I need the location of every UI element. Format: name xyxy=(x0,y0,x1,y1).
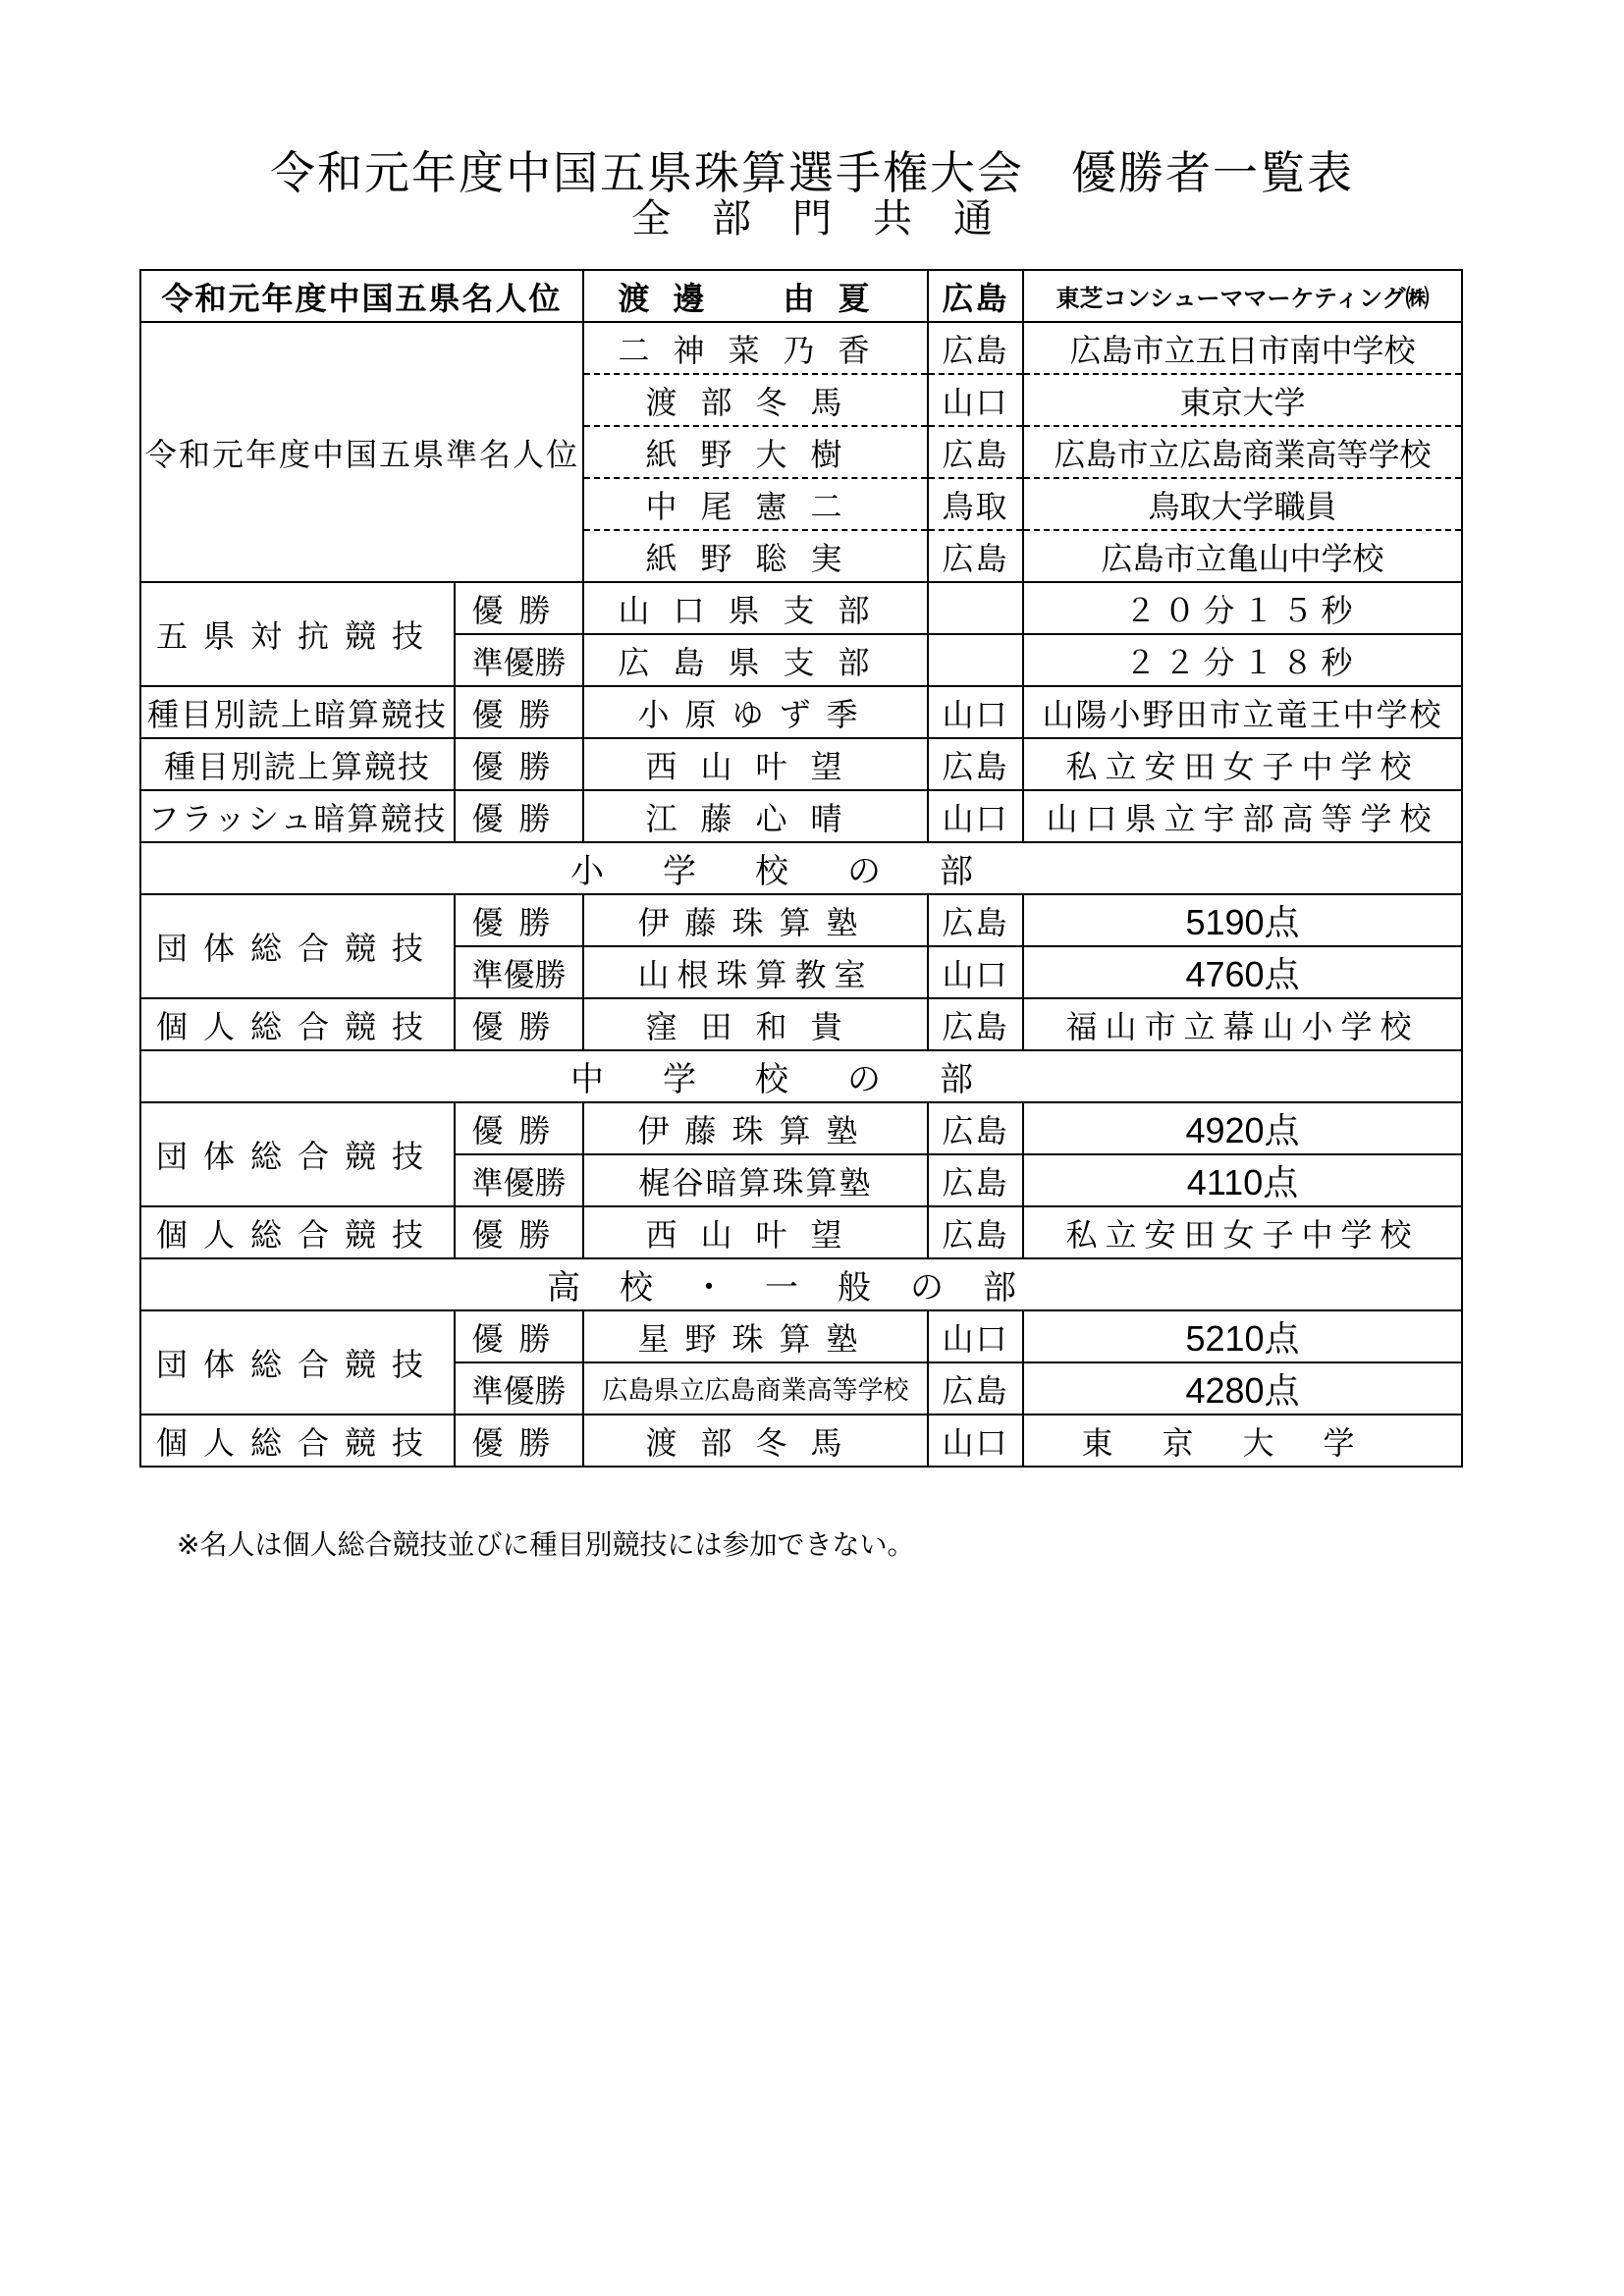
rank-cell: 優勝 xyxy=(455,1415,583,1467)
table-row xyxy=(140,686,1462,738)
event-affiliation: 山口県立宇部高等学校 xyxy=(1023,790,1462,842)
meijin-pref: 広島 xyxy=(928,270,1023,322)
goken-team: 山口県支部 xyxy=(583,582,928,634)
table-row xyxy=(140,1258,1462,1310)
event-label: フラッシュ暗算競技 xyxy=(140,790,455,842)
team-pref: 広島 xyxy=(928,894,1023,946)
individual-affiliation: 私立安田女子中学校 xyxy=(1023,1206,1462,1258)
event-label: 種目別読上算競技 xyxy=(140,738,455,790)
jun-meijin-pref: 鳥取 xyxy=(928,478,1023,530)
jun-meijin-pref: 広島 xyxy=(928,426,1023,478)
event-name: 江藤心晴 xyxy=(583,790,928,842)
event-pref: 山口 xyxy=(928,790,1023,842)
team-score: 5190点 xyxy=(1023,894,1462,946)
team-pref: 山口 xyxy=(928,1310,1023,1362)
jun-meijin-name: 中尾憲二 xyxy=(583,478,928,530)
table-row xyxy=(140,1310,1462,1362)
team-score: 4280点 xyxy=(1023,1362,1462,1415)
event-pref: 広島 xyxy=(928,738,1023,790)
rank-cell: 優勝 xyxy=(455,998,583,1050)
team-pref: 広島 xyxy=(928,1102,1023,1154)
meijin-affiliation: 東芝コンシューママーケティング㈱ xyxy=(1023,270,1462,322)
individual-name: 西山叶望 xyxy=(583,1206,928,1258)
individual-affiliation: 福山市立幕山小学校 xyxy=(1023,998,1462,1050)
team-score: 4920点 xyxy=(1023,1102,1462,1154)
jun-meijin-label: 令和元年度中国五県準名人位 xyxy=(140,322,583,582)
individual-label: 個人総合競技 xyxy=(140,998,455,1050)
goken-team: 広島県支部 xyxy=(583,634,928,686)
section-heading: 高校・一般の部 xyxy=(140,1258,1462,1310)
rank-cell: 優勝 xyxy=(455,1310,583,1362)
goken-label: 五県対抗競技 xyxy=(140,582,455,686)
footnote: ※名人は個人総合競技並びに種目別競技には参加できない。 xyxy=(177,1528,915,1561)
individual-label: 個人総合競技 xyxy=(140,1415,455,1467)
table-row xyxy=(140,1102,1462,1154)
table-row xyxy=(140,842,1462,894)
table-row xyxy=(140,582,1462,634)
team-name: 広島県立広島商業高等学校 xyxy=(583,1362,928,1415)
jun-meijin-name: 二神菜乃香 xyxy=(583,322,928,374)
team-name: 梶谷暗算珠算塾 xyxy=(583,1154,928,1206)
table-row xyxy=(140,738,1462,790)
rank-cell: 優勝 xyxy=(455,894,583,946)
results-table xyxy=(139,269,1463,1468)
jun-meijin-pref: 山口 xyxy=(928,374,1023,426)
team-pref: 山口 xyxy=(928,946,1023,998)
team-pref: 広島 xyxy=(928,1362,1023,1415)
team-name: 伊藤珠算塾 xyxy=(583,1102,928,1154)
table-row xyxy=(140,1050,1462,1102)
meijin-label: 令和元年度中国五県名人位 xyxy=(140,270,583,322)
table-row xyxy=(140,790,1462,842)
jun-meijin-affiliation: 広島市立亀山中学校 xyxy=(1023,530,1462,582)
meijin-name: 渡邊 由夏 xyxy=(583,270,928,322)
jun-meijin-affiliation: 広島市立広島商業高等学校 xyxy=(1023,426,1462,478)
team-name: 伊藤珠算塾 xyxy=(583,894,928,946)
rank-cell: 優勝 xyxy=(455,738,583,790)
individual-name: 窪田和貴 xyxy=(583,998,928,1050)
section-heading: 小学校の部 xyxy=(140,842,1462,894)
individual-pref: 広島 xyxy=(928,1206,1023,1258)
individual-affiliation: 東京大学 xyxy=(1023,1415,1462,1467)
team-label: 団体総合競技 xyxy=(140,894,455,998)
rank-cell: 準優勝 xyxy=(455,634,583,686)
team-score: 4760点 xyxy=(1023,946,1462,998)
section-heading: 中学校の部 xyxy=(140,1050,1462,1102)
rank-cell: 準優勝 xyxy=(455,946,583,998)
rank-cell: 優勝 xyxy=(455,790,583,842)
table-row xyxy=(140,894,1462,946)
rank-cell: 優勝 xyxy=(455,1102,583,1154)
pref-cell-empty xyxy=(928,582,1023,634)
team-pref: 広島 xyxy=(928,1154,1023,1206)
table-row xyxy=(140,998,1462,1050)
page-subtitle: 全部門共通 xyxy=(631,196,1034,241)
goken-time: ２２分１８秒 xyxy=(1023,634,1462,686)
jun-meijin-affiliation: 広島市立五日市南中学校 xyxy=(1023,322,1462,374)
table-row xyxy=(140,270,1462,322)
event-affiliation: 山陽小野田市立竜王中学校 xyxy=(1023,686,1462,738)
event-pref: 山口 xyxy=(928,686,1023,738)
rank-cell: 優勝 xyxy=(455,686,583,738)
page-title: 令和元年度中国五県珠算選手権大会 優勝者一覧表 xyxy=(270,146,1354,199)
jun-meijin-name: 渡部冬馬 xyxy=(583,374,928,426)
event-label: 種目別読上暗算競技 xyxy=(140,686,455,738)
individual-pref: 山口 xyxy=(928,1415,1023,1467)
individual-label: 個人総合競技 xyxy=(140,1206,455,1258)
pref-cell-empty xyxy=(928,634,1023,686)
jun-meijin-affiliation: 東京大学 xyxy=(1023,374,1462,426)
jun-meijin-pref: 広島 xyxy=(928,322,1023,374)
rank-cell: 準優勝 xyxy=(455,1154,583,1206)
team-score: 5210点 xyxy=(1023,1310,1462,1362)
table-row xyxy=(140,1206,1462,1258)
team-name: 山根珠算教室 xyxy=(583,946,928,998)
event-name: 西山叶望 xyxy=(583,738,928,790)
rank-cell: 優勝 xyxy=(455,582,583,634)
team-name: 星野珠算塾 xyxy=(583,1310,928,1362)
jun-meijin-affiliation: 鳥取大学職員 xyxy=(1023,478,1462,530)
table-row xyxy=(140,322,1462,374)
rank-cell: 優勝 xyxy=(455,1206,583,1258)
jun-meijin-name: 紙野大樹 xyxy=(583,426,928,478)
table-row xyxy=(140,1415,1462,1467)
jun-meijin-name: 紙野聡実 xyxy=(583,530,928,582)
event-affiliation: 私立安田女子中学校 xyxy=(1023,738,1462,790)
team-label: 団体総合競技 xyxy=(140,1310,455,1415)
rank-cell: 準優勝 xyxy=(455,1362,583,1415)
individual-name: 渡部冬馬 xyxy=(583,1415,928,1467)
jun-meijin-pref: 広島 xyxy=(928,530,1023,582)
goken-time: ２０分１５秒 xyxy=(1023,582,1462,634)
team-score: 4110点 xyxy=(1023,1154,1462,1206)
event-name: 小原ゆず季 xyxy=(583,686,928,738)
team-label: 団体総合競技 xyxy=(140,1102,455,1206)
individual-pref: 広島 xyxy=(928,998,1023,1050)
